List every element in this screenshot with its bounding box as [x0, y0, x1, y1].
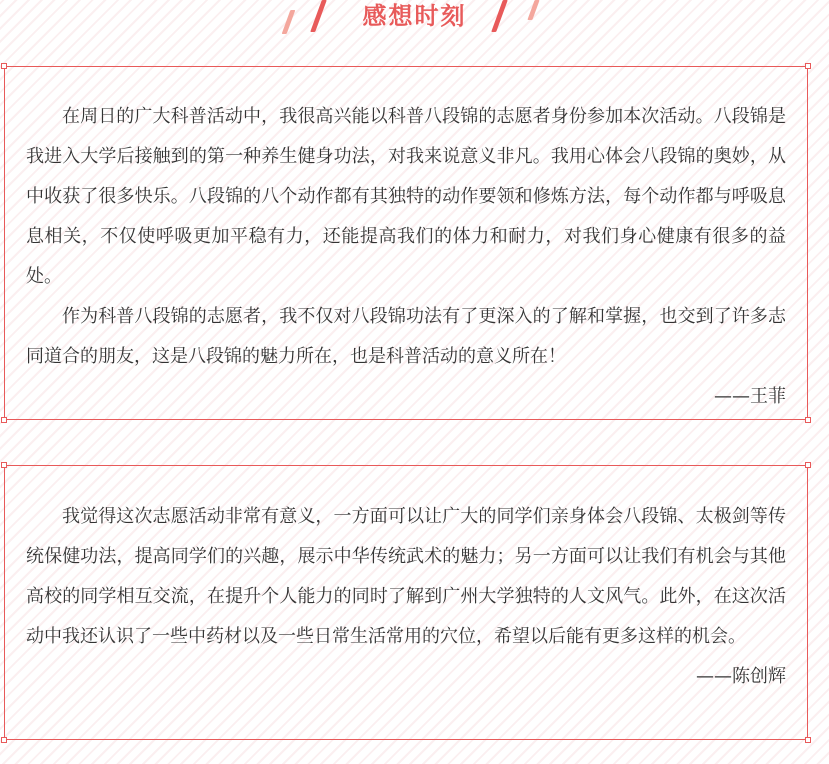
section-header	[0, 0, 829, 40]
corner-marker	[805, 737, 811, 743]
corner-marker	[805, 63, 811, 69]
corner-marker	[1, 63, 7, 69]
paragraph: 在周日的广大科普活动中，我很高兴能以科普八段锦的志愿者身份参加本次活动。八段锦是我进入大学后接触到的第一种养生健身功法，对我来说意义非凡。我用心体会八段锦的奥妙，从中收获了很多快乐。八段锦的八个动作都有其独特的动作要领和修炼方法，每个动作都与呼吸息息相关，不仅使呼吸更加平稳有力，还能提高我们的体力和耐力，对我们身心健康有很多的益处。	[26, 106, 786, 287]
corner-marker	[1, 462, 7, 468]
paragraph: 作为科普八段锦的志愿者，我不仅对八段锦功法有了更深入的了解和掌握，也交到了许多志同道合的朋友，这是八段锦的魅力所在，也是科普活动的意义所在！	[26, 306, 786, 367]
card-body	[26, 497, 786, 697]
card-body	[26, 97, 786, 417]
corner-marker	[1, 737, 7, 743]
corner-marker	[805, 462, 811, 468]
author-signature: ——陈创辉	[696, 666, 786, 687]
section-title: 感想时刻	[362, 2, 467, 30]
corner-marker	[805, 417, 811, 423]
reflection-card	[4, 465, 808, 740]
reflection-card	[4, 66, 808, 420]
corner-marker	[1, 417, 7, 423]
author-signature: ——王菲	[714, 386, 786, 407]
paragraph: 我觉得这次志愿活动非常有意义，一方面可以让广大的同学们亲身体会八段锦、太极剑等传统保健功法，提高同学们的兴趣，展示中华传统武术的魅力；另一方面可以让我们有机会与其他高校的同学相互交流，在提升个人能力的同时了解到广州大学独特的人文风气。此外，在这次活动中我还认识了一些中药材以及一些日常生活常用的穴位，希望以后能有更多这样的机会。	[26, 506, 786, 647]
